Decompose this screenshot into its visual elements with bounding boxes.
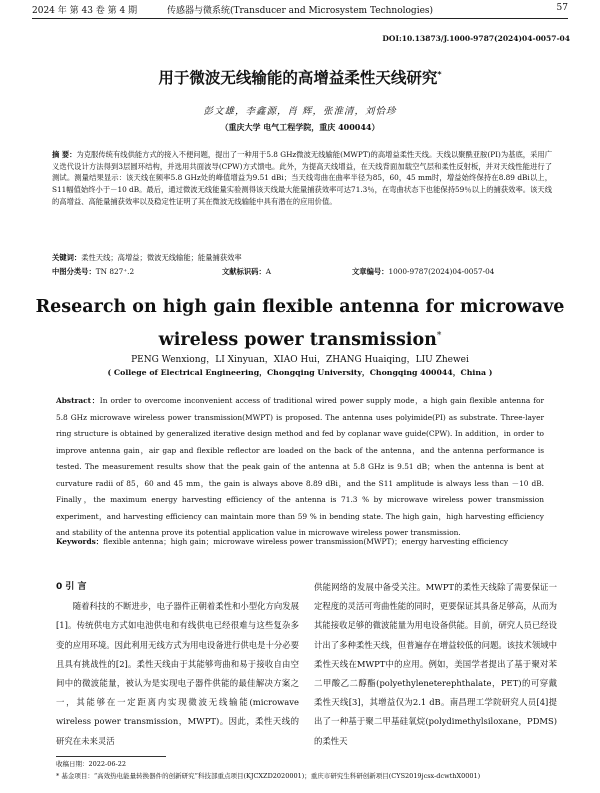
body-left-column (56, 578, 299, 751)
english-abstract (56, 393, 544, 542)
header-rule (32, 18, 568, 19)
journal-name: 传感器与微系统(Transducer and Microsystem Technologies) (166, 6, 434, 16)
page-number: 57 (556, 3, 568, 13)
footnote-rule (56, 756, 166, 757)
chinese-affiliation: （重庆大学 电气工程学院，重庆 400044） (220, 122, 380, 132)
class-number: 中图分类号： TN 827⁺.2 (52, 267, 135, 276)
footnote-fund: * 基金项目：“高效热电能量转换器件的创新研究”科技部重点项目(KJCXZD2020001)；重庆市研究生科研创新项目(CYS2019jcsx-dcwthX0001) (56, 772, 481, 780)
english-keywords-text: flexible antenna；high gain；microwave wireless power transmission(MWPT)；energy harvesting efficiency (103, 537, 509, 546)
document-code: 文献标识码： A (222, 267, 272, 276)
footnote-received: 收稿日期：2022-06-22 (56, 760, 126, 768)
chinese-keywords-label: 关键词： (52, 253, 82, 262)
english-abstract-label: Abstract： (56, 396, 100, 405)
article-number: 文章编号： 1000-9787(2024)04-0057-04 (352, 267, 495, 276)
chinese-abstract (52, 149, 552, 208)
issue-info: 2024 年 第 43 卷 第 4 期 (32, 6, 138, 16)
introduction-paragraph-right: 供能网络的发展中备受关注。MWPT的柔性天线除了需要保证一定程度的灵活可弯曲性能的同时，更要保证其具备足够高，从而为其能接收足够的微波能量为用电设备供能。目前，研究人员已经设计出了多种柔性天线，但普遍存在增益较低的问题。该技术领域中柔性天线在MWPT中的应用。例如，美国学者提出了基于聚对苯二甲酸乙二醇酯(polyethyleneterephthalate，PET)的可穿戴柔性天线[3]，其增益仅为2.1 dB。南昌理工学院研究人员[4]提出了一种基于聚二甲基硅氧烷(polydimethylsiloxane，PDMS)的柔性天 (314, 582, 557, 746)
chinese-keywords-text: 柔性天线；高增益；微波无线输能；能量捕获效率 (81, 253, 242, 262)
english-title-line1: Research on high gain flexible antenna for microwave (35, 297, 565, 317)
body-right-column (314, 578, 557, 751)
chinese-abstract-label: 摘 要： (52, 150, 77, 159)
introduction-paragraph-left: 随着科技的不断进步，电子器件正朝着柔性和小型化方向发展[1]。传统供电方式如电池供电和有线供电已经很难与这些复杂多变的应用环境。因此利用无线方式为用电设备进行供电是十分必要且具有挑战性的[2]。柔性天线由于其能够弯曲和易于接收自由空间中的微波能量，被认为是实现电子器件供能的最佳解决方案之一，其能够在一定距离内实现微波无线输能(microwave wireless power transmission，MWPT)。因此，柔性天线的研究在未来灵活 (56, 601, 299, 746)
chinese-title-text: 用于微波无线输能的高增益柔性天线研究 (158, 69, 438, 87)
english-keywords (56, 534, 544, 550)
doi: DOI:10.13873/J.1000-9787(2024)04-0057-04 (382, 34, 570, 43)
chinese-title-mark: * (437, 69, 442, 79)
english-title (0, 293, 600, 355)
chinese-authors: 彭文雄，李鑫源，肖 辉，张淮清，刘恰珍 (203, 106, 397, 117)
chinese-keywords (52, 253, 242, 263)
chinese-abstract-text: 为克服传统有线供能方式的接入不便问题，提出了一种用于5.8 GHz微波无线输能(MWPT)的高增益柔性天线。天线以聚酰亚胺(PI)为基底，采用广义迭代设计方法得到3层圆环结构，并选用共面波导(CPW)方式馈电。此外，为提高天线增益，在天线背面加载空气层和柔性反射板，并对天线性能进行了测试。测量结果显示：该天线在频率5.8 GHz处的峰值增益为9.51 dBi；当天线弯曲在曲率半径为85，60，45 mm时，增益始终保持在8.89 dBi以上，S11幅值始终小于－10 dB。最后，通过微波无线能量实验测得该天线最大能量捕获效率可达71.3％，在弯曲状态下也能保持59％以上的捕获效率。该天线的高增益、高能量捕获效率以及稳定性证明了其在微波无线输能中具有潜在的应用价值。 (52, 150, 552, 206)
english-authors: PENG Wenxiong，LI Xinyuan，XIAO Hui，ZHANG Huaiqing，LIU Zhewei (131, 355, 469, 365)
english-title-mark: * (436, 331, 442, 341)
chinese-title (0, 66, 600, 88)
section-heading-introduction: 0 引 言 (56, 582, 87, 592)
english-affiliation: ( College of Electrical Engineering，Chongqing University，Chongqing 400044，China ) (107, 368, 493, 377)
english-title-line2: wireless power transmission* (158, 329, 442, 350)
running-header (32, 3, 568, 17)
english-keywords-label: Keywords： (56, 537, 104, 546)
english-abstract-text: In order to overcome inconvenient access of traditional wired power supply mode，a high gain flexible antenna for 5.8 GHz microwave wireless power transmission(MWPT) is proposed. The antenna uses polyimide(PI) as substrate. Three-layer ring structure is obtained by generalized iterative design method and fed by coplanar wave guide(CPW). In addition，in order to improve antenna gain，air gap and flexible reflector are loaded on the back of the antenna，and the antenna performance is tested. The measurement results show that the peak gain of the antenna at 5.8 GHz is 9.51 dB；when the antenna is bent at curvature radii of 85，60 and 45 mm，the gain is always above 8.89 dBi，and the S11 amplitude is always less than －10 dB. Finally，the maximum energy harvesting efficiency of the antenna is 71.3 % by microwave wireless power transmission experiment，and harvesting efficiency can maintain more than 59 % in bending state. The high gain，high harvesting efficiency and stability of the antenna prove its potential application value in microwave wireless power transmission. (56, 396, 544, 537)
